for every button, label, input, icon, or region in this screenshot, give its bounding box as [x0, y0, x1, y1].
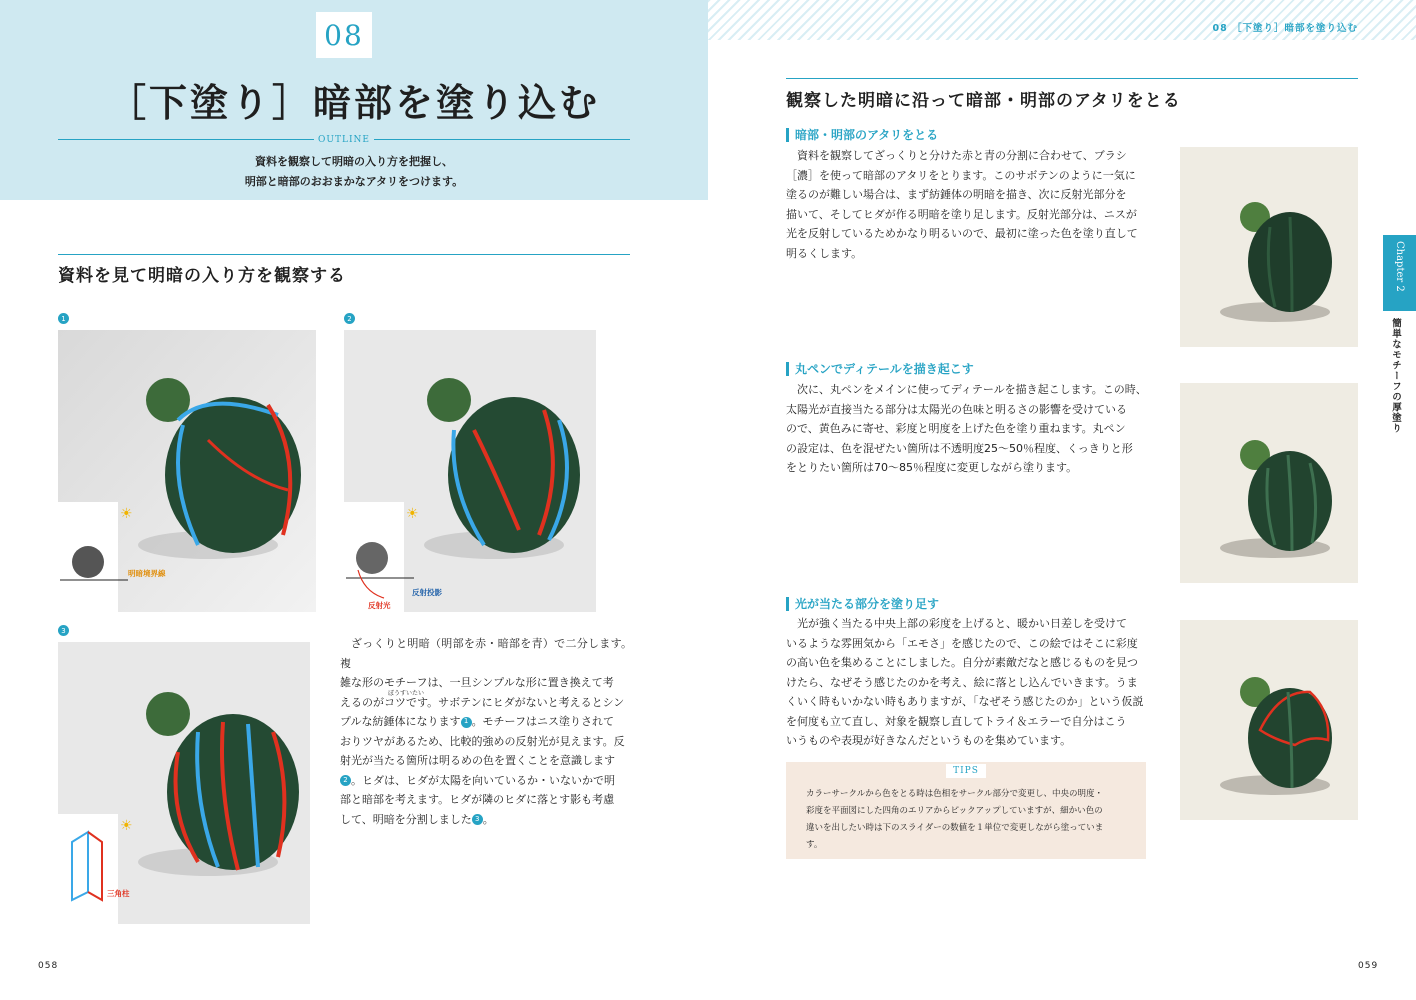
tips-line-2: 彩度を平面図にした四角のエリアからピックアップしていますが、細かい色の: [806, 806, 1103, 816]
outline-text: [0, 152, 708, 192]
chapter-tab-label: Chapter 2: [1394, 241, 1405, 292]
left-page-number: 058: [38, 961, 59, 971]
tips-line-1: カラーサークルから色をとる時は色相をサークル部分で変更し、中央の明度・: [806, 789, 1103, 799]
tips-label: TIPS: [946, 764, 986, 778]
s2-line-4: の設定は、色を混ぜたい箇所は不透明度25～50％程度、くっきりと形: [786, 441, 1133, 455]
body-line-5: おりツヤがあるため、比較的強めの反射光が見えます。反: [340, 734, 625, 748]
body-line-9-tail: 。: [482, 812, 494, 826]
subheading-3: 光が当たる部分を塗り足す: [786, 597, 939, 611]
cactus-illustration-1: [58, 330, 316, 612]
right-heading-rule: [786, 78, 1358, 79]
chapter-title: 簡単なモチーフの厚塗り: [1390, 318, 1401, 434]
section-number: 08: [316, 12, 372, 58]
section-1-text: [786, 146, 1152, 263]
outline-line-1: 資料を観察して明暗の入り方を把握し、: [255, 155, 453, 168]
body-line-9: [340, 810, 632, 830]
s2-line-2: 太陽光が直接当たる部分は太陽光の色味と明るさの影響を受けている: [786, 402, 1127, 416]
heading-rule: [58, 254, 630, 255]
s3-line-4: けたら、なぜそう感じたのかを考え、絵に落とし込んでいきます。うま: [786, 675, 1138, 689]
s1-line-3: 塗るのが難しい場合は、まず紡錘体の明暗を描き、次に反射光部分を: [786, 188, 1127, 201]
section-3-text: [786, 614, 1152, 751]
right-heading: 観察した明暗に沿って暗部・明部のアタリをとる: [786, 91, 1181, 111]
section-2-text: [786, 380, 1152, 478]
cactus-painting-1: [1180, 147, 1358, 347]
page-title: ［下塗り］暗部を塗り込む: [107, 81, 600, 125]
inline-badge-1: 1: [461, 717, 472, 728]
body-line-6: 射光が当たる箇所は明るめの色を置くことを意識します: [340, 754, 615, 767]
svg-text:☀: ☀: [120, 818, 133, 834]
right-page-number: 059: [1358, 961, 1379, 971]
figure-2-label-1: 反射投影: [412, 588, 442, 597]
cactus-painting-3: [1180, 620, 1358, 820]
body-line-7-text: 。ヒダは、ヒダが太陽を向いているか・いないかで明: [351, 773, 615, 787]
cactus-illustration-2: [344, 330, 596, 612]
inline-badge-2: 2: [340, 775, 351, 786]
painting-step-1: [1180, 147, 1358, 347]
figure-2-label-2: 反射光: [368, 601, 391, 610]
subheading-2: 丸ペンでディテールを描き起こす: [786, 362, 974, 376]
s1-line-2: ［濃］を使って暗部のアタリをとります。このサボテンのように一気に: [786, 168, 1136, 182]
s3-line-1: 光が強く当たる中央上部の彩度を上げると、暖かい日差しを受けて: [797, 617, 1127, 630]
tips-text: [806, 786, 1128, 854]
s1-line-5: 光を反射しているためかなり明るいので、最初に塗った色を塗り直して: [786, 227, 1138, 240]
figure-badge-1: 1: [58, 313, 69, 324]
body-line-4-tail: 。モチーフはニス塗りされて: [471, 715, 615, 728]
body-line-3: えるのがコツです。サボテンにヒダがないと考えるとシン: [340, 695, 625, 709]
chapter-tab[interactable]: [1383, 235, 1416, 311]
s3-line-6: を何度も立て直し、対象を観察し直してトライ＆エラーで自分はこう: [786, 714, 1127, 728]
inline-badge-3: 3: [472, 814, 483, 825]
body-line-7: [340, 771, 632, 791]
figure-3-photo: [58, 642, 310, 924]
subheading-1: 暗部・明部のアタリをとる: [786, 128, 938, 142]
s1-line-6: 明るくします。: [786, 246, 863, 260]
body-line-1: ざっくりと明暗（明部を赤・暗部を青）で二分します。複: [340, 637, 632, 670]
s2-line-5: をとりたい箇所は70～85％程度に変更しながら塗ります。: [786, 461, 1078, 474]
running-head: 08 ［下塗り］暗部を塗り込む: [1212, 23, 1358, 34]
outline-line-2: 明部と暗部のおおまかなアタリをつけます。: [244, 175, 464, 188]
body-line-4: [340, 712, 632, 732]
svg-text:☀: ☀: [120, 506, 133, 522]
body-line-4-text: プルな紡錘体になります: [340, 715, 461, 728]
ruby-text: ぼうすいたい: [388, 690, 425, 697]
svg-text:☀: ☀: [406, 506, 419, 522]
outline-label: OUTLINE: [314, 133, 374, 147]
body-line-9-text: して、明暗を分割しました: [340, 812, 472, 826]
figure-1-label: 明暗境界線: [128, 569, 166, 578]
figure-badge-2: 2: [344, 313, 355, 324]
figure-1-photo: [58, 330, 316, 612]
s2-line-1: 次に、丸ペンをメインに使ってディテールを描き起こします。この時、: [797, 383, 1147, 396]
figure-3-label: 三角柱: [107, 889, 130, 898]
s3-line-2: いるような雰囲気から「エモさ」を感じたので、この絵ではそこに彩度: [786, 636, 1138, 650]
left-body-text: [340, 634, 632, 829]
painting-step-3: [1180, 620, 1358, 820]
cactus-painting-2: [1180, 383, 1358, 583]
s3-line-7: いうものや表現が好きなんだというものを集めています。: [786, 734, 1072, 747]
body-line-8: 部と暗部を考えます。ヒダが隣のヒダに落とす影も考慮: [340, 793, 615, 806]
tips-line-3: 違いを出したい時は下のスライダーの数値を１単位で変更しながら塗っていま: [806, 823, 1104, 833]
figure-2-photo: [344, 330, 596, 612]
painting-step-2: [1180, 383, 1358, 583]
s2-line-3: ので、黄色みに寄せ、彩度と明度を上げた色を塗り重ねます。丸ペン: [786, 422, 1126, 435]
figure-badge-3: 3: [58, 625, 69, 636]
left-heading: 資料を見て明暗の入り方を観察する: [58, 266, 346, 286]
tips-line-4: す。: [806, 840, 823, 850]
body-line-2: 雑な形のモチーフは、一旦シンプルな形に置き換えて考: [340, 676, 614, 689]
cactus-illustration-3: [58, 642, 310, 924]
s1-line-4: 描いて、そしてヒダが作る明暗を塗り足します。反射光部分は、ニスが: [786, 207, 1137, 221]
s3-line-5: くいく時もいかない時もありますが、「なぜそう感じたのか」という仮説: [786, 695, 1144, 708]
s1-line-1: 資料を観察してざっくりと分けた赤と青の分割に合わせて、ブラシ: [797, 149, 1127, 162]
s3-line-3: の高い色を集めることにしました。自分が素敵だなと感じるものを見つ: [786, 656, 1138, 669]
